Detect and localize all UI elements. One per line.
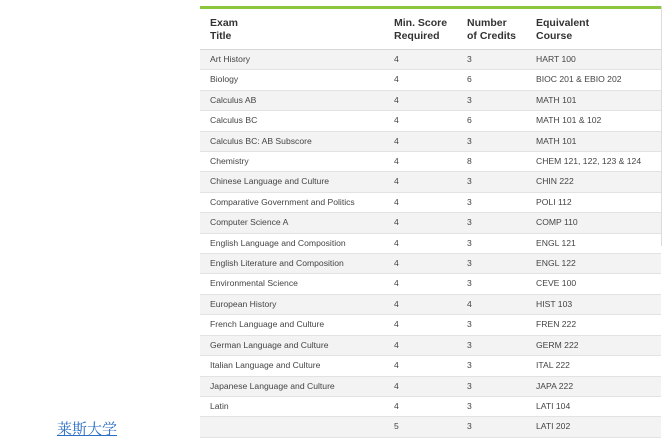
table-row xyxy=(200,335,661,355)
exam-title-cell: Calculus BC: AB Subscore xyxy=(200,131,384,151)
credits-cell: 3 xyxy=(457,192,526,212)
table-row xyxy=(200,131,661,151)
credits-cell: 3 xyxy=(457,335,526,355)
credits-cell: 3 xyxy=(457,315,526,335)
exam-title-cell: Calculus BC xyxy=(200,111,384,131)
credits-cell: 3 xyxy=(457,356,526,376)
min-score-cell: 4 xyxy=(384,70,457,90)
ap-credit-table-container xyxy=(200,6,661,438)
exam-title-cell: Chinese Language and Culture xyxy=(200,172,384,192)
min-score-cell: 4 xyxy=(384,192,457,212)
table-row xyxy=(200,90,661,110)
table-row xyxy=(200,417,661,437)
exam-title-cell: Latin xyxy=(200,396,384,416)
table-row xyxy=(200,396,661,416)
exam-title-cell: Japanese Language and Culture xyxy=(200,376,384,396)
exam-title-cell: German Language and Culture xyxy=(200,335,384,355)
min-score-cell: 4 xyxy=(384,50,457,70)
exam-title-cell: Comparative Government and Politics xyxy=(200,192,384,212)
equivalent-course-cell: POLI 112 xyxy=(526,192,661,212)
exam-title-cell: Calculus AB xyxy=(200,90,384,110)
exam-title-cell: Art History xyxy=(200,50,384,70)
min-score-cell: 4 xyxy=(384,213,457,233)
header-credits: Number of Credits xyxy=(457,8,526,50)
min-score-cell: 4 xyxy=(384,315,457,335)
exam-title-cell: Chemistry xyxy=(200,152,384,172)
min-score-cell: 4 xyxy=(384,111,457,131)
min-score-cell: 4 xyxy=(384,152,457,172)
min-score-cell: 4 xyxy=(384,396,457,416)
min-score-cell: 4 xyxy=(384,294,457,314)
exam-title-cell: European History xyxy=(200,294,384,314)
table-row xyxy=(200,294,661,314)
min-score-cell: 4 xyxy=(384,356,457,376)
equivalent-course-cell: LATI 104 xyxy=(526,396,661,416)
table-row xyxy=(200,152,661,172)
header-equivalent-course: Equivalent Course xyxy=(526,8,661,50)
equivalent-course-cell: MATH 101 xyxy=(526,90,661,110)
table-row xyxy=(200,172,661,192)
table-row xyxy=(200,376,661,396)
equivalent-course-cell: CHIN 222 xyxy=(526,172,661,192)
min-score-cell: 5 xyxy=(384,417,457,437)
min-score-cell: 4 xyxy=(384,254,457,274)
equivalent-course-cell: ENGL 122 xyxy=(526,254,661,274)
equivalent-course-cell: LATI 202 xyxy=(526,417,661,437)
exam-title-cell: Biology xyxy=(200,70,384,90)
credits-cell: 3 xyxy=(457,396,526,416)
table-row xyxy=(200,274,661,294)
table-row xyxy=(200,111,661,131)
equivalent-course-cell: CHEM 121, 122, 123 & 124 xyxy=(526,152,661,172)
table-row xyxy=(200,192,661,212)
equivalent-course-cell: MATH 101 xyxy=(526,131,661,151)
table-row xyxy=(200,70,661,90)
table-row xyxy=(200,356,661,376)
equivalent-course-cell: BIOC 201 & EBIO 202 xyxy=(526,70,661,90)
table-row xyxy=(200,254,661,274)
exam-title-cell: English Literature and Composition xyxy=(200,254,384,274)
university-link[interactable]: 莱斯大学 xyxy=(57,420,118,438)
table-body xyxy=(200,50,661,438)
min-score-cell: 4 xyxy=(384,172,457,192)
credits-cell: 3 xyxy=(457,213,526,233)
credits-cell: 8 xyxy=(457,152,526,172)
divider xyxy=(661,6,662,246)
credits-cell: 3 xyxy=(457,417,526,437)
equivalent-course-cell: HART 100 xyxy=(526,50,661,70)
credits-cell: 6 xyxy=(457,70,526,90)
exam-title-cell: English Language and Composition xyxy=(200,233,384,253)
header-row xyxy=(200,8,661,50)
credits-cell: 3 xyxy=(457,172,526,192)
credits-cell: 3 xyxy=(457,274,526,294)
equivalent-course-cell: JAPA 222 xyxy=(526,376,661,396)
credits-cell: 4 xyxy=(457,294,526,314)
equivalent-course-cell: ENGL 121 xyxy=(526,233,661,253)
exam-title-cell xyxy=(200,417,384,437)
ap-credit-table xyxy=(200,6,661,438)
min-score-cell: 4 xyxy=(384,131,457,151)
min-score-cell: 4 xyxy=(384,233,457,253)
equivalent-course-cell: ITAL 222 xyxy=(526,356,661,376)
equivalent-course-cell: COMP 110 xyxy=(526,213,661,233)
credits-cell: 3 xyxy=(457,254,526,274)
equivalent-course-cell: GERM 222 xyxy=(526,335,661,355)
table-row xyxy=(200,50,661,70)
header-exam-title: Exam Title xyxy=(200,8,384,50)
min-score-cell: 4 xyxy=(384,274,457,294)
table-row xyxy=(200,315,661,335)
equivalent-course-cell: HIST 103 xyxy=(526,294,661,314)
equivalent-course-cell: CEVE 100 xyxy=(526,274,661,294)
min-score-cell: 4 xyxy=(384,376,457,396)
credits-cell: 3 xyxy=(457,376,526,396)
min-score-cell: 4 xyxy=(384,335,457,355)
min-score-cell: 4 xyxy=(384,90,457,110)
equivalent-course-cell: MATH 101 & 102 xyxy=(526,111,661,131)
table-row xyxy=(200,233,661,253)
credits-cell: 3 xyxy=(457,233,526,253)
credits-cell: 3 xyxy=(457,131,526,151)
table-row xyxy=(200,213,661,233)
exam-title-cell: Computer Science A xyxy=(200,213,384,233)
table-header xyxy=(200,8,661,50)
equivalent-course-cell: FREN 222 xyxy=(526,315,661,335)
credits-cell: 6 xyxy=(457,111,526,131)
exam-title-cell: French Language and Culture xyxy=(200,315,384,335)
header-min-score: Min. Score Required xyxy=(384,8,457,50)
credits-cell: 3 xyxy=(457,90,526,110)
credits-cell: 3 xyxy=(457,50,526,70)
exam-title-cell: Italian Language and Culture xyxy=(200,356,384,376)
exam-title-cell: Environmental Science xyxy=(200,274,384,294)
